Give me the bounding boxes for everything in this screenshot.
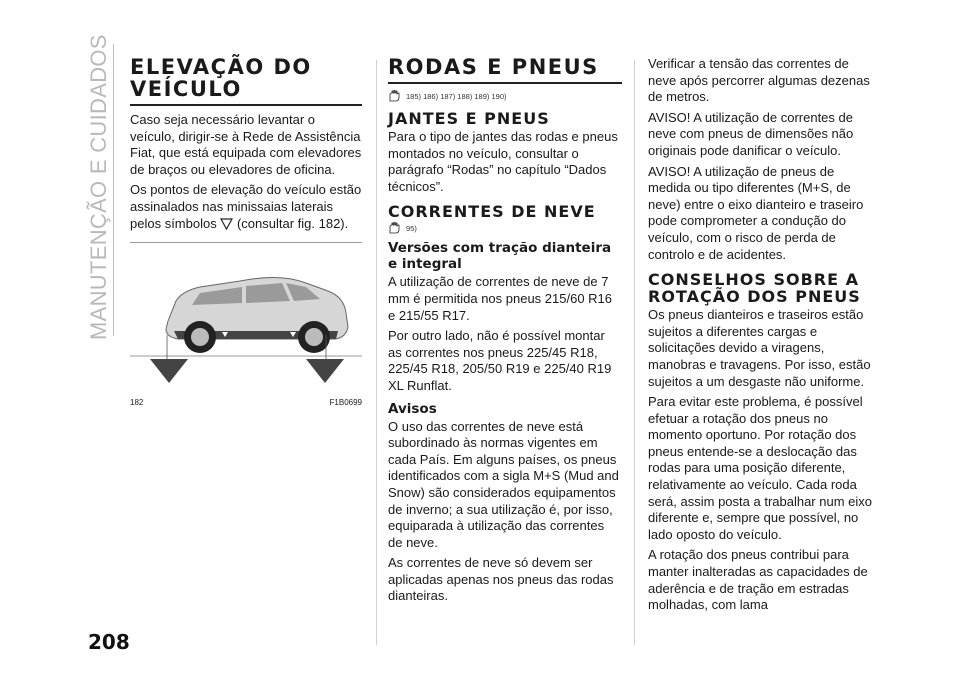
- paragraph: Para evitar este problema, é possível efetuar a rotação dos pneus no momento oportuno. Por rotação dos pneus entende-se a deslocação das rodas para uma posição diferente, relativamente ao veículo. Cada roda será, assim posta a trabalhar num eixo diferente e, sempre que possível, no lado oposto do veículo.: [648, 394, 872, 542]
- figure-number: 182: [130, 398, 144, 408]
- page-number: 208: [88, 630, 130, 654]
- paragraph: Por outro lado, não é possível montar as correntes nos pneus 225/45 R18, 225/45 R18, 205/50 R19 e 225/40 R19 XL Runflat.: [388, 328, 612, 393]
- lift-point-triangle-icon: [220, 217, 233, 230]
- paragraph: Para o tipo de jantes das rodas e pneus montados no veículo, consultar o parágrafo “Rodas” no capítulo “Dados técnicos”.: [388, 129, 618, 194]
- paragraph-warning: AVISO! A utilização de pneus de medida ou tipo diferentes (M+S, de neve) entre o eixo dianteiro e traseiro pode comprometer a condução do veículo, com o risco de perda de controlo e de acidentes.: [648, 163, 864, 262]
- subheading-tyre-rotation: CONSELHOS SOBRE A ROTAÇÃO DOS PNEUS: [648, 270, 861, 307]
- paragraph: O uso das correntes de neve está subordinado às normas vigentes em cada País. Em alguns países, os pneus identificados com a sigla M+S (Mud and Snow) são considerados equipamentos de inverno; a sua utilização é, por isso, equiparada à utilização das correntes de neve.: [388, 418, 619, 550]
- column-wheels: [388, 56, 622, 609]
- column-lifting: [130, 55, 362, 408]
- warning-hand-icon: [388, 222, 402, 234]
- warning-references: 95): [388, 222, 622, 234]
- subheading-rims-tyres: JANTES E PNEUS: [388, 109, 550, 128]
- heading-rule: [388, 82, 622, 84]
- column-continued: [648, 56, 880, 618]
- paragraph: A rotação dos pneus contribui para manter inalteradas as capacidades de aderência e de tração em estradas molhadas, com lama: [648, 547, 868, 613]
- warning-references: 185) 186) 187) 188) 189) 190): [388, 90, 622, 102]
- paragraph: A utilização de correntes de neve de 7 mm é permitida nos pneus 215/60 R16 e 215/55 R17.: [388, 274, 613, 323]
- car-illustration: [130, 243, 362, 393]
- side-divider: [113, 44, 114, 336]
- paragraph: As correntes de neve só devem ser aplicadas apenas nos pneus das rodas dianteiras.: [388, 555, 614, 604]
- subheading-snow-chains: CORRENTES DE NEVE: [388, 202, 596, 222]
- section-heading-lifting: ELEVAÇÃO DO VEÍCULO: [130, 55, 312, 101]
- chapter-side-title: MANUTENÇÃO E CUIDADOS: [86, 34, 111, 340]
- paragraph: Os pneus dianteiros e traseiros estão sujeitos a diferentes cargas e solicitações devido a viragens, manobras e travagens. Por isso, estão sujeitos a um desgaste não uniforme.: [648, 307, 871, 389]
- heading-rule: [130, 104, 362, 106]
- column-divider: [376, 60, 377, 645]
- paragraph-lift-symbols: Os pontos de elevação do veículo estão assinalados nas minissaias laterais pelos símbolos (consultar fig. 182).: [130, 182, 362, 231]
- figure-caption: [130, 398, 362, 407]
- warning-hand-icon: [388, 90, 402, 102]
- subheading-versions: Versões com tração dianteira e integral: [388, 240, 612, 273]
- paragraph-warning: AVISO! A utilização de correntes de neve com pneus de dimensões não originais pode danificar o veículo.: [648, 109, 854, 158]
- subheading-warnings: Avisos: [388, 400, 437, 417]
- figure-code: F1B0699: [329, 398, 362, 408]
- column-divider: [634, 60, 635, 645]
- paragraph: Verificar a tensão das correntes de neve após percorrer algumas dezenas de metros.: [648, 56, 870, 105]
- paragraph: Caso seja necessário levantar o veículo, dirigir-se à Rede de Assistência Fiat, que está equipada com elevadores de braços ou elevadores de oficina.: [130, 112, 362, 177]
- figure-lift-points: [130, 242, 362, 408]
- section-heading-wheels: RODAS E PNEUS: [388, 55, 599, 79]
